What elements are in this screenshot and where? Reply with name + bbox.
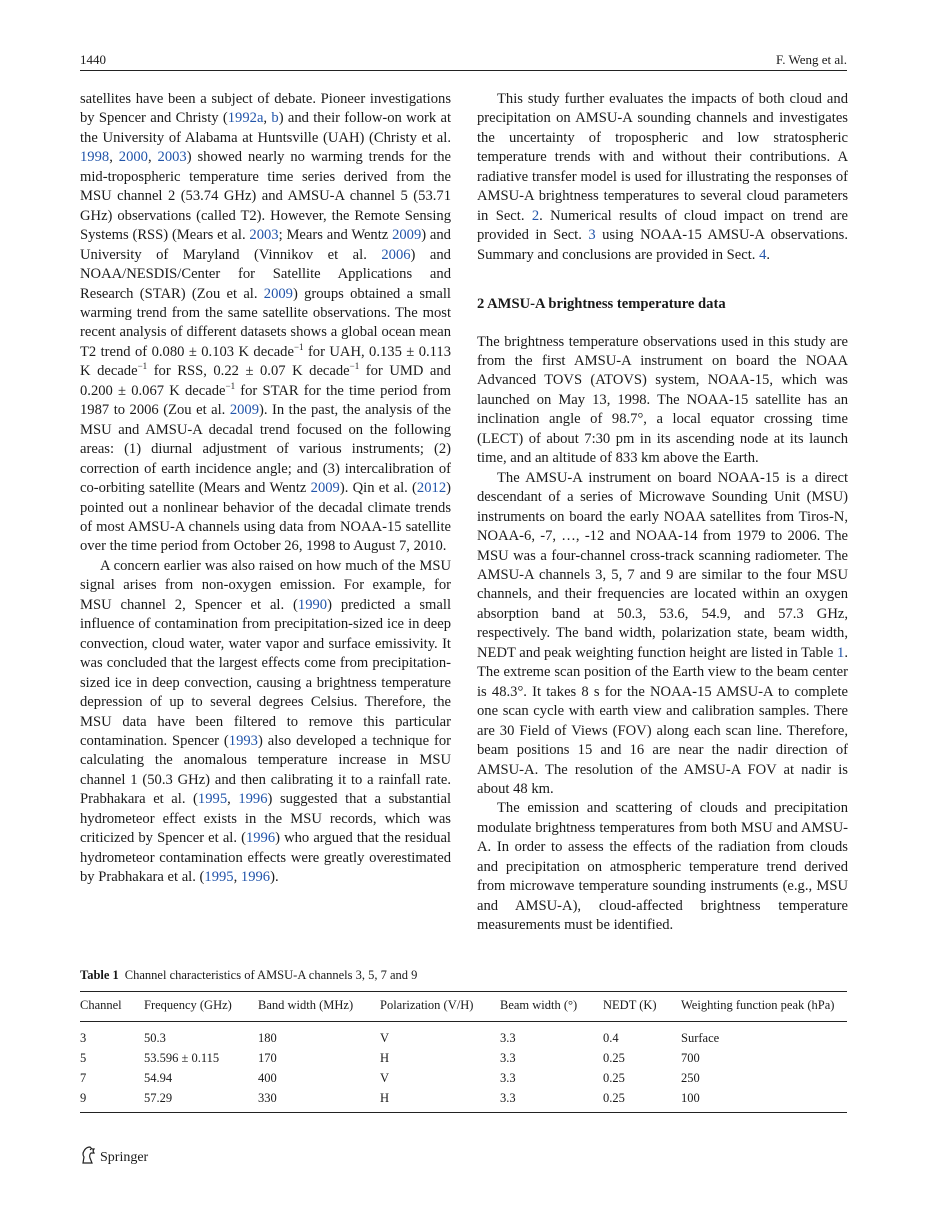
paragraph [80,90,451,557]
citation-link[interactable]: 4 [759,246,767,263]
text-run: ). In the past, the analysis of the MSU and AMSU-A decadal trend focused on the following areas: (1) diurnal adjustment of various instruments; (2) correction of earth incidence angle; and (3) intercalibration of co-orbiting satellite (Mears and Wentz [80,402,451,497]
citation-link[interactable]: 3 [588,227,596,244]
citation-link[interactable]: 2000 [118,149,148,166]
publisher-name: Springer [100,1149,149,1165]
citation-link[interactable]: 2009 [229,402,259,419]
text-run: ). Qin et al. ( [339,480,417,497]
text-run: ) predicted a small influence of contamination from precipitation-sized ice in deep convection, cloud water, water vapor and surface emissivity. It was concluded that the largest effects come from precipitation-sized ice in deep convection, causing a brightness temperature depression of up to several degrees Celsius. Therefore, the MSU data have been filtered to remove this particular contamination. Spencer ( [80,596,451,749]
table-cell: Surface [681,1031,720,1045]
table-cell: V [380,1071,390,1085]
text-run: The emission and scattering of clouds and precipitation modulate brightness temperatures from both MSU and AMSU-A. In order to assess the effects of the radiation from clouds and precipitation on atmospheric temperature trend derived from microwave temperature sounding instruments (e.g., MSU and AMSU-A), cloud-affected brightness temperature measurements must be identified. [477,800,848,934]
running-header [80,50,847,71]
text-run: ) groups obtained a small warming trend from the same satellite observations. The most recent analysis of different datasets shows a global ocean mean T2 trend of 0.080 ± 0.103 K decade [80,285,451,360]
table-cell: 330 [258,1088,380,1113]
superscript: −1 [293,342,304,353]
table-cell: 170 [258,1051,277,1065]
text-run: ). [270,869,279,886]
column-header: Band width (MHz) [258,992,380,1022]
table-cell: 57.29 [144,1088,258,1113]
text-run: . Numerical results of cloud impact on trend are provided in Sect. [477,207,848,244]
table-cell: 700 [681,1051,700,1065]
citation-link[interactable]: 2003 [157,149,187,166]
citation-link[interactable]: 2006 [381,246,411,263]
citation-link[interactable]: 1 [837,644,845,661]
table-row [80,1022,847,1049]
text-run: The AMSU-A instrument on board NOAA-15 is a direct descendant of a series of Microwave Sounding Unit (MSU) instruments on board the early NOAA satellites from Tiros-N, NOAA-6, -7, …, -12 and NOAA-14 from 1979 to 2006. The MSU was a four-channel cross-track scanning radiometer. The AMSU-A channels 3, 5, 7 and 9 are similar to the four MSU channels, and their frequencies are located within an oxygen absorption band at 50.3, 53.6, 54.9, and 57.3 GHz, respectively. The band width, polarization state, beam width, NEDT and peak weighting function height are listed in Table [477,469,848,661]
citation-link[interactable]: 1996 [238,791,268,808]
right-column [477,90,848,936]
text-run: ) and their follow-on work at the University of Alabama at Huntsville (UAH) (Christy et al. [80,110,451,146]
text-run: satellites have been a subject of debate. Pioneer investigations by Spencer and Christy ( [80,91,451,127]
text-run: This study further evaluates the impacts of both cloud and precipitation on AMSU-A sounding channels and investigates the uncertainty of tropospheric and low stratospheric temperature trends with and without their contributions. A radiative transfer model is used for illustrating the responses of AMSU-A brightness temperatures to several cloud parameters in Sect. [477,91,848,224]
text-run: for UMD and 0.200 ± 0.067 K decade [80,363,451,399]
citation-link[interactable]: 1995 [197,791,228,808]
table-cell: 3.3 [500,1071,516,1085]
citation-link[interactable]: b [271,110,279,127]
springer-horse-icon [80,1146,96,1169]
table-cell: V [380,1031,390,1045]
citation-link[interactable]: 1995 [204,869,234,886]
citation-link[interactable]: 2009 [263,285,293,302]
table-caption [80,968,847,983]
superscript: −1 [137,361,148,372]
text-run: , [263,110,272,127]
text-run: ) pointed out a nonlinear behavior of the decadal climate trends of most AMSU-A channels using data from NOAA-15 satellite over the time period from October 26, 1998 to August 7, 2010. [80,480,451,555]
paragraph [477,469,848,800]
channel-table [80,991,847,1113]
text-run: ) who argued that the residual hydrometeor contamination effects were greatly overestimated by Prabhakara et al. ( [80,830,451,886]
superscript: −1 [225,380,236,391]
table-body [80,1022,847,1113]
table-cell: 5 [80,1051,87,1065]
text-run: , [109,149,119,166]
table-row [80,1048,847,1068]
citation-link[interactable]: 2 [531,207,540,224]
table-caption-text: Channel characteristics of AMSU-A channels 3, 5, 7 and 9 [124,968,418,982]
paragraph [477,90,848,265]
table-cell: 180 [258,1031,277,1045]
table-cell: 3.3 [500,1051,516,1065]
publisher-footer [80,1146,148,1169]
table-cell: 100 [681,1088,847,1113]
table-row [80,1068,847,1088]
table-cell: 54.94 [144,1071,173,1085]
column-header: Channel [80,992,144,1022]
table-cell: 250 [681,1071,700,1085]
text-run: ) and NOAA/NESDIS/Center for Satellite Applications and Research (STAR) (Zou et al. [80,246,451,302]
column-header: Frequency (GHz) [144,992,258,1022]
running-authors: F. Weng et al. [776,52,847,67]
table-1 [80,968,847,1113]
table-label: Table 1 [80,968,119,982]
table-row [80,1088,847,1113]
citation-link[interactable]: 2009 [310,480,340,497]
paragraph [80,557,451,888]
citation-link[interactable]: 1998 [80,149,110,166]
table-header-row [80,992,847,1022]
text-run: The brightness temperature observations used in this study are from the first AMSU-A instrument on board the NOAA Advanced TOVS (ATOVS) system, NOAA-15, which was launched on May 13, 1998. The NOAA-15 satellite has an inclination angle of 98.7°, a local equator crossing time (LECT) of about 7:30 pm in its ascending node at its launch time, and an altitude of 833 km above the Earth. [477,333,848,467]
column-header: Weighting function peak (hPa) [681,992,847,1022]
text-run: ; Mears and Wentz [278,227,393,244]
column-header: Polarization (V/H) [380,992,500,1022]
table-cell: 0.25 [603,1071,625,1085]
section-heading: 2 AMSU-A brightness temperature data [477,296,726,313]
table-cell: 7 [80,1071,87,1085]
table-cell: H [380,1088,500,1113]
paragraph [477,333,848,469]
text-run: ) showed nearly no warming trends for the mid-tropospheric temperature time series derived from the MSU channel 2 (53.74 GHz) and AMSU-A channel 5 (53.71 GHz) observations (called T2). However, the Remote Sensing Systems (RSS) (Mears et al. [80,149,452,244]
text-run: , [227,791,239,808]
column-header: NEDT (K) [603,992,681,1022]
text-run: for UAH, 0.135 ± 0.113 K decade [80,343,451,380]
citation-link[interactable]: 2003 [249,227,279,244]
table-cell: 0.4 [603,1031,619,1045]
text-run: ) suggested that a substantial hydrometeor effect exists in the MSU records, which was criticized by Spencer et al. ( [80,791,451,847]
table-cell: 53.596 ± 0.115 [144,1051,220,1065]
text-run: . The extreme scan position of the Earth view to the beam center is 48.3°. It takes 8 s for the NOAA-15 AMSU-A to complete one scan cycle with earth view and calibration samples. There are 30 Field of Views (FOV) along each scan line. Therefore, beam positions 15 and 16 are near the nadir direction of AMSU-A. The resolution of the AMSU-A FOV at nadir is about 48 km. [477,644,848,797]
text-run: for STAR for the time period from 1987 to 2006 (Zou et al. [80,382,452,419]
table-cell: 50.3 [144,1031,166,1045]
table-cell: H [380,1051,390,1065]
table-cell: 3.3 [500,1088,603,1113]
table-cell: 9 [80,1088,144,1113]
text-run: using NOAA-15 AMSU-A observations. Summary and conclusions are provided in Sect. [477,227,848,263]
text-run: for RSS, 0.22 ± 0.07 K decade [147,363,350,380]
column-header: Beam width (°) [500,992,603,1022]
left-column [80,90,451,888]
citation-link[interactable]: 2009 [392,227,422,244]
table-cell: 0.25 [603,1088,681,1113]
citation-link[interactable]: 1990 [297,596,328,613]
citation-link[interactable]: 1996 [245,830,276,847]
page-number: 1440 [80,52,106,67]
text-run: ) and University of Maryland (Vinnikov et al. [80,227,451,263]
text-run: , [147,149,158,166]
citation-link[interactable]: 1993 [228,732,258,749]
table-cell: 0.25 [603,1051,625,1065]
citation-link[interactable]: 2012 [416,480,447,497]
table-cell: 400 [258,1071,277,1085]
text-run: . [766,246,771,263]
citation-link[interactable]: 1992a [227,110,264,127]
text-run: ) also developed a technique for calculating the anomalous temperature increase in MSU channel 1 (50.3 GHz) and then calibrating it to a rainfall rate. Prabhakara et al. ( [80,732,451,808]
text-run: , [233,869,241,886]
paragraph [477,799,848,935]
text-run: A concern earlier was also raised on how much of the MSU signal arises from non-oxygen emission. For example, for MSU channel 2, Spencer et al. ( [80,557,451,613]
table-cell: 3.3 [500,1031,516,1045]
superscript: −1 [349,361,360,372]
table-cell: 3 [80,1031,87,1045]
citation-link[interactable]: 1996 [240,869,271,886]
